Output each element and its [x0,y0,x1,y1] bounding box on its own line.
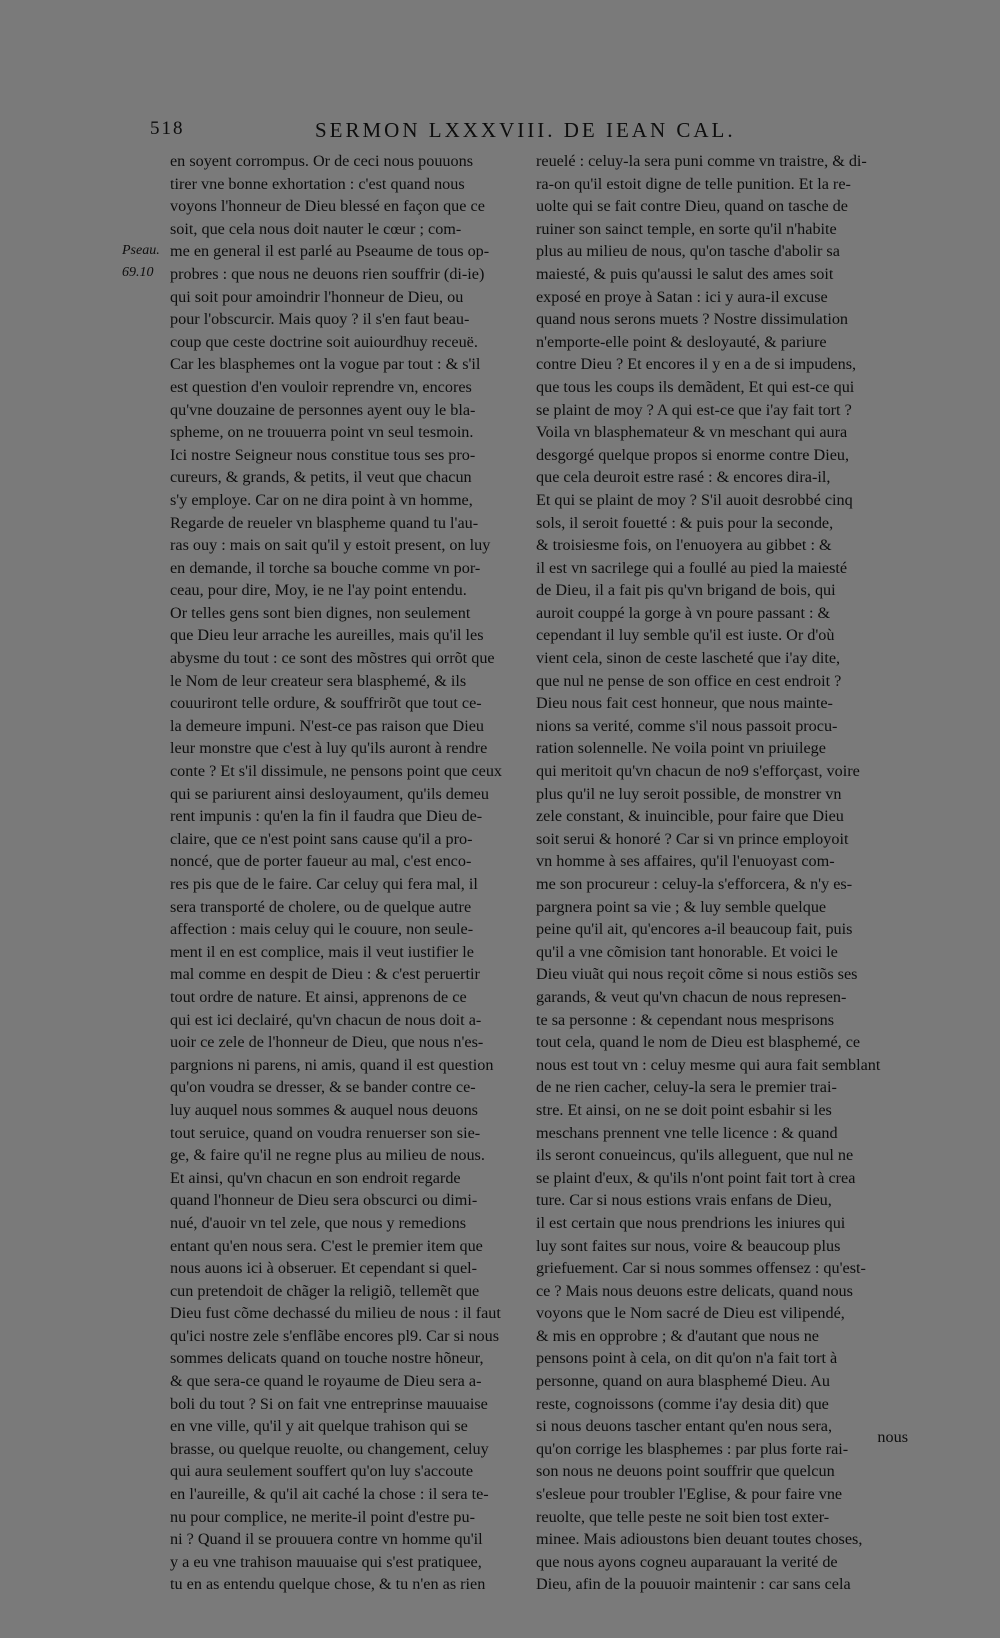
text-line: que cela deuroit estre rasé : & encores dira-il, [536,468,831,487]
text-line: Dieu viuãt qui nous reçoit cõme si nous estiõs ses [536,965,858,984]
text-line: tout seruice, quand on voudra renuerser son sie- [170,1123,481,1142]
text-line: entant qu'en nous sera. C'est le premier item que [170,1236,483,1255]
text-line: uolte qui se fait contre Dieu, quand on tasche de [536,197,848,216]
text-line: en soyent corrompus. Or de ceci nous pouuons [170,152,474,170]
text-line: ceau, pour dire, Moy, ie ne l'ay point entendu. [170,581,467,600]
text-line: reste, cognoissons (comme i'ay desia dit) que [536,1394,829,1413]
text-line: luy auquel nous sommes & auquel nous deuons [170,1100,478,1119]
text-line: son nous ne deuons point souffrir que quelcun [536,1462,835,1481]
text-line: ment il en est complice, mais il veut iustifier le [170,942,474,961]
text-line: sols, il seroit fouetté : & puis pour la seconde, [536,513,834,532]
text-line: sera transporté de cholere, ou de quelque autre [170,897,472,916]
text-line: y a eu vne trahison mauuaise qui s'est pratiquee, [170,1552,482,1571]
text-line: tout cela, quand le nom de Dieu est blasphemé, ce [536,1033,861,1052]
text-line: zele constant, & inuincible, pour faire que Dieu [536,807,844,826]
text-line: garands, & veut qu'vn chacun de nous represen- [536,987,847,1006]
right-text-column [536,150,908,1596]
text-line: brasse, ou quelque reuolte, ou changement, celuy [170,1439,489,1458]
text-line: contre Dieu ? Et encores il y en a de si impudens, [536,355,857,374]
text-line: s'y employe. Car on ne dira point à vn homme, [170,490,473,509]
text-line: claire, que ce n'est point sans cause qu'il a pro- [170,829,473,848]
text-line: nions sa verité, comme s'il nous passoit procu- [536,716,838,735]
text-line: pensons point à cela, on dit qu'on n'a fait tort à [536,1349,838,1368]
text-line: & troisiesme fois, on l'enuoyera au gibbet : & [536,536,832,555]
text-line: en vne ville, qu'il y ait quelque trahison qui se [170,1417,468,1436]
text-line: affection : mais celuy qui le couure, non seule- [170,920,474,939]
text-line: boli du tout ? Si on fait vne entreprinse mauuaise [170,1394,488,1413]
text-line: ras ouy : mais on sait qu'il y estoit present, on luy [170,536,491,555]
text-line: nu pour complice, ne merite-il point d'estre pu- [170,1507,475,1526]
text-line: auroit couppé la gorge à vn poure passant : & [536,603,831,622]
text-line: cun pretendoit de chãger la religiõ, tellemẽt que [170,1281,480,1300]
text-line: est question d'en vouloir reprendre vn, encores [170,377,472,396]
text-line: meschans prennent vne telle licence : & quand [536,1123,838,1142]
text-line: conte ? Et s'il dissimule, ne pensons point que ceux [170,762,503,781]
text-line: ra-on qu'il estoit digne de telle punition. Et la re- [536,174,851,193]
text-line: en demande, il torche sa bouche comme vn por- [170,558,481,577]
text-line: plus qu'il ne luy seroit possible, de monstrer vn [536,784,842,803]
text-line: qu'vne douzaine de personnes ayent ouy le bla- [170,400,476,419]
text-line: Car les blasphemes ont la vogue par tout : & s'il [170,355,481,374]
page-number: 518 [150,118,185,139]
text-line: leur monstre que c'est à luy qu'ils auront à rendre [170,739,488,758]
text-line: que nul ne pense de son office en cest endroit ? [536,671,842,690]
text-line: sommes delicats quand on touche nostre hõneur, [170,1349,484,1368]
text-line: couuriront telle ordure, & souffrirõt que tout ce- [170,694,482,713]
text-line: ruiner son sainct temple, en sorte qu'il n'habite [536,219,837,238]
text-line: quand nous serons muets ? Nostre dissimulation [536,310,849,329]
text-line: personne, quand on aura blasphemé Dieu. Au [536,1372,830,1391]
text-line: maiesté, & puis qu'aussi le salut des ames soit [536,264,834,283]
page-header [150,118,790,144]
text-line: Regarde de reueler vn blaspheme quand tu l'au- [170,513,479,532]
text-line: que Dieu leur arrache les aureilles, mais qu'il les [170,626,484,645]
text-line: qui aura seulement souffert qu'on luy s'accoute [170,1462,474,1481]
text-line: soit serui & honoré ? Car si vn prince employoit [536,829,849,848]
text-line: Dieu fust cõme dechassé du milieu de nous : il faut [170,1304,501,1323]
text-line: me son procureur : celuy-la s'efforcera, & n'y es- [536,875,853,893]
text-line: voyons l'honneur de Dieu blessé en façon que ce [170,197,485,216]
text-line: griefuement. Car si nous sommes offensez : qu'est- [536,1259,866,1278]
text-line: me en general il est parlé au Pseaume de tous op- [170,242,490,261]
text-line: te sa personne : & cependant nous mesprisons [536,1010,835,1029]
text-line: tirer vne bonne exhortation : c'est quand nous [170,174,465,193]
text-line: reuelé : celuy-la sera puni comme vn traistre, & di- [536,152,867,170]
text-line: Dieu, afin de la pouuoir maintenir : car sans cela [536,1575,851,1594]
text-line: plus au milieu de nous, qu'on tasche d'abolir sa [536,242,840,261]
text-line: soit, que cela nous doit nauter le cœur ; com- [170,219,462,238]
text-line: peine qu'il ait, qu'encores a-il beaucoup fait, puis [536,920,853,939]
text-line: que tous les coups ils demãdent, Et qui est-ce qui [536,377,855,396]
text-line: ce ? Mais nous deuons estre delicats, quand nous [536,1281,853,1300]
text-line: minee. Mais adioustons bien deuant toutes choses, [536,1530,863,1549]
text-line: uoir ce zele de l'honneur de Dieu, que nous n'es- [170,1033,484,1052]
text-line: & mis en opprobre ; & d'autant que nous ne [536,1326,819,1345]
text-line: se plaint d'eux, & qu'ils n'ont point fait tort à crea [536,1168,856,1187]
text-line: vn homme à ses affaires, qu'il l'enuoyast com- [536,852,835,871]
text-line: Voila vn blasphemateur & vn meschant qui aura [536,423,848,442]
text-line: pargnera point sa vie ; & luy semble quelque [536,897,827,916]
text-line: qui est ici declairé, qu'vn chacun de nous doit a- [170,1010,482,1029]
text-line: de Dieu, il a fait pis qu'vn brigand de bois, qui [536,581,836,600]
text-line: Et ainsi, qu'vn chacun en son endroit regarde [170,1168,461,1187]
text-line: probres : que nous ne deuons rien souffrir (di-ie) [170,264,485,283]
left-text-column [170,150,538,1596]
text-line: qui meritoit qu'vn chacun de no9 s'efforçast, voire [536,762,860,781]
text-line: spheme, on ne trouuerra point vn seul tesmoin. [170,423,474,442]
text-line: qu'il a vne cõmision tant honorable. Et voici le [536,942,838,961]
text-line: tout ordre de nature. Et ainsi, apprenons de ce [170,987,467,1006]
text-line: le Nom de leur createur sera blasphemé, & ils [170,671,467,690]
text-line: reuolte, que telle peste ne soit bien tost exter- [536,1507,830,1526]
text-line: qui se pariurent ainsi desloyaument, qu'ils demeu [170,784,489,803]
text-line: res pis que de le faire. Car celuy qui fera mal, il [170,875,478,893]
text-line: luy sont faites sur nous, voire & beaucoup plus [536,1236,841,1255]
margin-reference-book: Pseau. [122,243,160,258]
text-line: quand l'honneur de Dieu sera obscurci ou dimi- [170,1191,478,1210]
catchword: nous [877,1428,908,1446]
text-line: ture. Car si nous estions vrais enfans de Dieu, [536,1191,832,1210]
text-line: nué, d'auoir vn tel zele, que nous y remedions [170,1213,467,1232]
text-line: si nous deuons tascher entant qu'en nous sera, [536,1417,833,1436]
text-line: cependant il luy semble qu'il est iuste. Or d'où [536,626,835,645]
text-line: la demeure impuni. N'est-ce pas raison que Dieu [170,716,484,735]
text-line: il est certain que nous prendrions les iniures qui [536,1213,846,1232]
text-line: & que sera-ce quand le royaume de Dieu sera a- [170,1372,482,1391]
text-line: nous auons ici à obseruer. Et cependant si quel- [170,1259,478,1278]
text-line: Ici nostre Seigneur nous constitue tous ses pro- [170,445,476,464]
text-line: qu'on corrige les blasphemes : par plus forte rai- [536,1439,849,1458]
text-line: qu'on voudra se dresser, & se bander contre ce- [170,1078,476,1097]
text-line: Or telles gens sont bien dignes, non seulement [170,603,471,622]
text-line: ni ? Quand il se prouuera contre vn homme qu'il [170,1530,483,1549]
text-line: voyons que le Nom sacré de Dieu est vilipendé, [536,1304,845,1323]
text-line: mal comme en despit de Dieu : & c'est peruertir [170,965,480,984]
text-line: pour l'obscurcir. Mais quoy ? il s'en faut beau- [170,310,470,329]
text-line: de ne rien cacher, celuy-la sera le premier trai- [536,1078,837,1097]
text-line: nous est tout vn : celuy mesme qui aura fait semblant [536,1055,881,1074]
text-line: se plaint de moy ? A qui est-ce que i'ay fait tort ? [536,400,852,419]
text-line: qui soit pour amoindrir l'honneur de Dieu, ou [170,287,464,306]
text-line: coup que ceste doctrine soit auiourdhuy receuë. [170,332,478,351]
text-line: ils seront conueincus, qu'ils alleguent, que nul ne [536,1146,854,1165]
text-line: abysme du tout : ce sont des mõstres qui orrõt que [170,649,495,668]
margin-reference [122,240,170,284]
text-line: il est vn sacrilege qui a foullé au pied la maiesté [536,558,848,577]
text-line: en l'aureille, & qu'il ait caché la chose : il sera te- [170,1485,489,1504]
text-line: desgorgé quelque propos si enorme contre Dieu, [536,445,850,464]
text-line: n'emporte-elle point & desloyauté, & pariure [536,332,827,351]
text-line: qu'ici nostre zele s'enflãbe encores pl9. Car si nous [170,1326,500,1345]
text-line: stre. Et ainsi, on ne se doit point esbahir si les [536,1100,832,1119]
text-line: pargnions ni parens, ni amis, quand il est question [170,1055,494,1074]
text-line: exposé en proye à Satan : ici y aura-il excuse [536,287,828,306]
text-line: Et qui se plaint de moy ? S'il auoit desrobbé cinq [536,490,853,509]
running-title: SERMON LXXXVIII. DE IEAN CAL. [315,118,736,142]
text-line: rent impunis : qu'en la fin il faudra que Dieu de- [170,807,483,826]
text-line: vient cela, sinon de ceste lascheté que i'ay dite, [536,649,841,668]
text-line: ration solennelle. Ne voila point vn priuilege [536,739,826,758]
margin-reference-verse: 69.10 [122,265,154,280]
text-line: ge, & faire qu'il ne regne plus au milieu de nous. [170,1146,485,1165]
text-line: s'esleue pour troubler l'Eglise, & pour faire vne [536,1485,843,1504]
text-line: que nous ayons cogneu auparauant la verité de [536,1552,838,1571]
text-line: noncé, que de porter faueur au mal, c'est enco- [170,852,472,871]
text-line: tu en as entendu quelque chose, & tu n'en as rien [170,1575,486,1594]
text-line: Dieu nous fait cest honneur, que nous mainte- [536,694,833,713]
text-line: cureurs, & grands, & petits, il veut que chacun [170,468,472,487]
